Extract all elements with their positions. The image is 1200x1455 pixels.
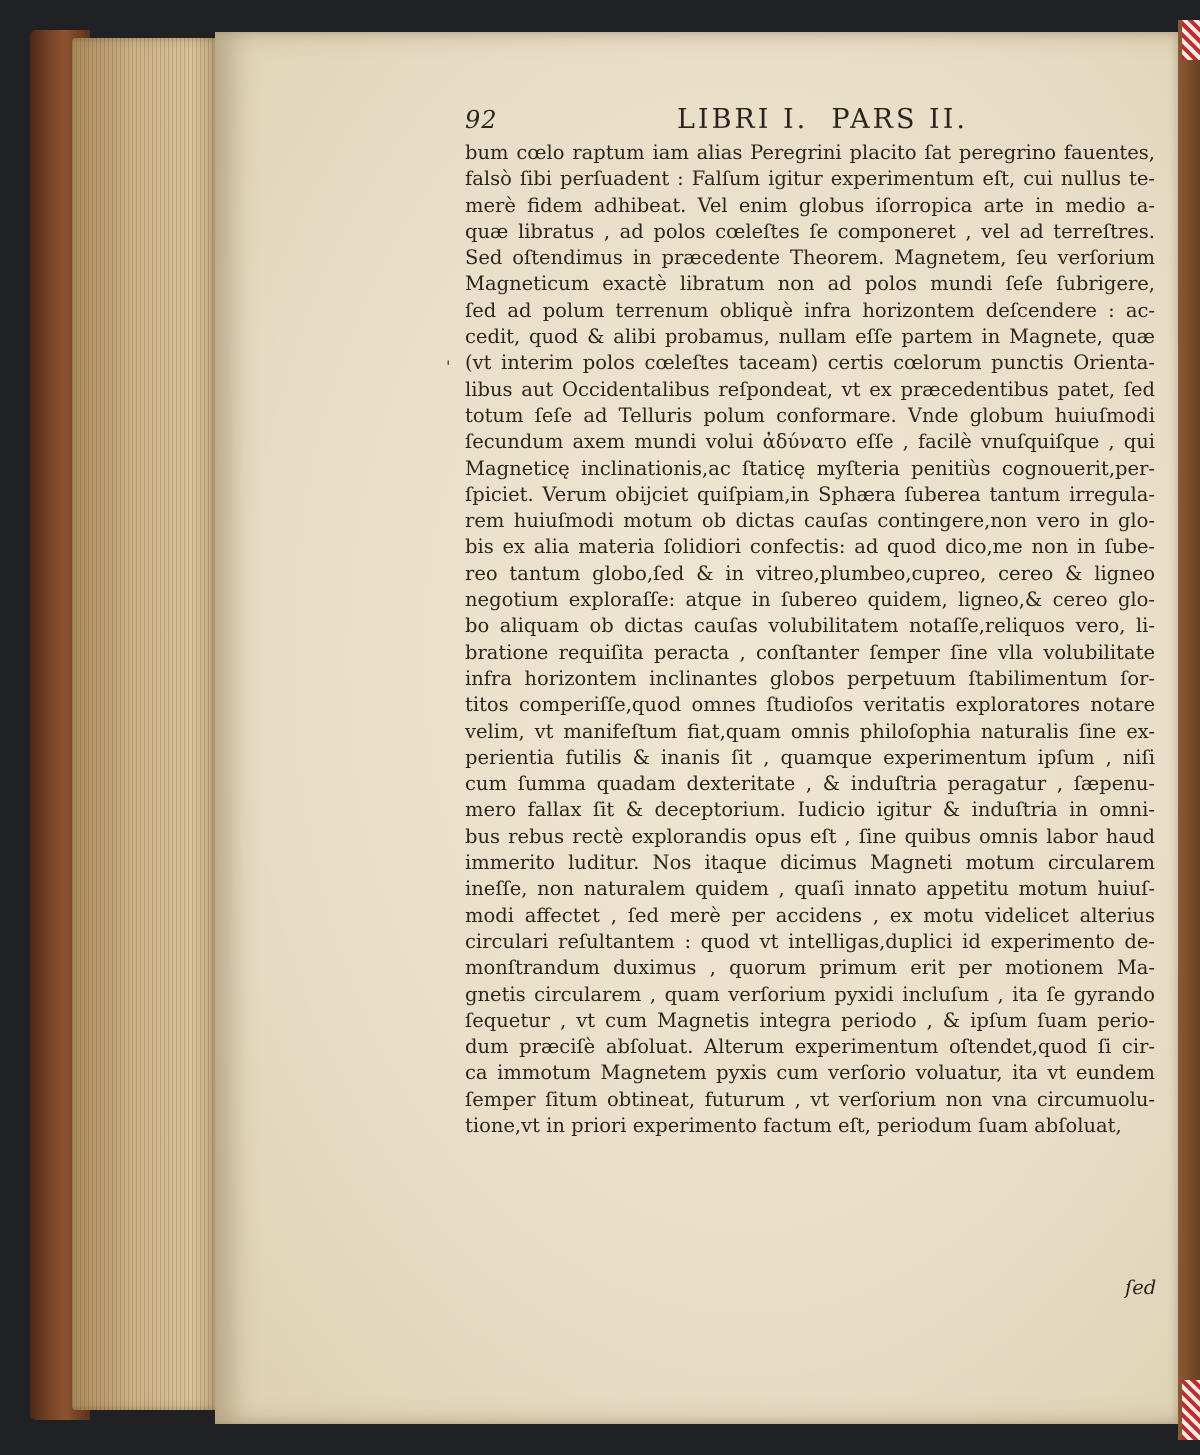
text-line: negotium exploraſſe: atque in ſubereo quidem, ligneo,& cereo glo-	[465, 588, 1155, 612]
text-line: (vt interim polos cœleſtes taceam) certis cœlorum punctis Orienta-	[465, 351, 1155, 375]
text-line: ſemper ſitum obtineat, futurum , vt verſorium non vna circumuolu-	[465, 1087, 1155, 1111]
text-line: cum ſumma quadam dexteritate , & induſtria peragatur , ſæpenu-	[465, 772, 1155, 796]
text-line: modi affectet , ſed merè per accidens , ex motu videlicet alterius	[465, 903, 1155, 927]
text-line: Magneticum exactè libratum non ad polos mundi ſeſe ſubrigere,	[465, 272, 1155, 296]
text-line: merè fidem adhibeat. Vel enim globus iſorropica arte in medio a-	[465, 193, 1155, 217]
text-line: bus rebus rectè explorandis opus eſt , ſine quibus omnis labor haud	[465, 824, 1155, 848]
running-title: LIBRI I. PARS II.	[677, 104, 968, 135]
text-line: velim, vt manifeſtum fiat,quam omnis philoſophia naturalis ſine ex-	[465, 719, 1155, 743]
page-edges	[72, 38, 222, 1410]
text-line: circulari reſultantem : quod vt intelligas,duplici id experimento de-	[465, 929, 1155, 953]
right-binding	[1178, 20, 1200, 1440]
text-line: cedit, quod & alibi probamus, nullam eſſe partem in Magnete, quæ	[465, 325, 1155, 349]
text-line: Magneticę inclinationis,ac ſtaticę myſteria penitiùs cognouerit,per-	[465, 456, 1155, 480]
text-line: perientia futilis & inanis ſit , quamque experimentum ipſum , niſi	[465, 745, 1155, 769]
text-line: falsò ſibi perſuadent : Falſum igitur experimentum eſt, cui nullus te-	[465, 167, 1155, 191]
text-line: tione,vt in priori experimento factum eſt, periodum ſuam abſoluat,	[465, 1113, 1122, 1137]
margin-mark: '	[446, 357, 451, 376]
running-head	[465, 102, 985, 142]
text-line: bratione requiſita peracta , conſtanter ſemper ſine vlla volubilitate	[465, 640, 1155, 664]
text-line: titos comperiſſe,quod omnes ſtudioſos veritatis exploratores notare	[465, 693, 1155, 717]
text-line: infra horizontem inclinantes globos perpetuum ſtabilimentum ſor-	[465, 666, 1155, 690]
text-line: immerito luditur. Nos itaque dicimus Magneti motum circularem	[465, 851, 1155, 875]
text-line: monſtrandum duximus , quorum primum erit per motionem Ma-	[465, 956, 1155, 980]
text-line: bo aliquam ob dictas cauſas volubilitatem notaſſe,reliquos vero, li-	[465, 614, 1155, 638]
text-line: ineſſe, non naturalem quidem , quaſi innato appetitu motum huiuſ-	[465, 877, 1155, 901]
binding-cord-bottom	[1182, 1380, 1200, 1440]
text-line: gnetis circularem , quam verſorium pyxidi incluſum , ita ſe gyrando	[465, 982, 1155, 1006]
text-line: Sed oſtendimus in præcedente Theorem. Magnetem, ſeu verſorium	[465, 246, 1155, 270]
text-line: bum cœlo raptum iam alias Peregrini placito ſat peregrino fauentes,	[465, 141, 1155, 164]
text-line: quæ libratus , ad polos cœleſtes ſe componeret , vel ad terreſtres.	[465, 219, 1155, 243]
text-line: ca immotum Magnetem pyxis cum verſorio voluatur, ita vt eundem	[465, 1061, 1155, 1085]
text-line: dum præciſè abſoluat. Alterum experimentum oſtendet,quod ſi cir-	[465, 1035, 1155, 1059]
text-line: rem huiuſmodi motum ob dictas cauſas contingere,non vero in glo-	[465, 509, 1155, 533]
catchword: ſed	[1125, 1276, 1157, 1299]
text-line: bis ex alia materia ſolidiori confectis: ad quod dico,me non in ſube-	[465, 535, 1155, 559]
text-line: libus aut Occidentalibus reſpondeat, vt ex præcedentibus patet, ſed	[465, 377, 1155, 401]
text-line: totum ſeſe ad Telluris polum conformare. Vnde globum huiuſmodi	[465, 403, 1155, 427]
text-line: ſequetur , vt cum Magnetis integra periodo , & ipſum ſuam perio-	[465, 1008, 1155, 1032]
binding-cord-top	[1182, 20, 1200, 60]
page-number: 92	[465, 106, 498, 134]
text-line: mero fallax ſit & deceptorium. Iudicio igitur & induſtria in omni-	[465, 798, 1155, 822]
text-line: ſed ad polum terrenum obliquè infra horizontem deſcendere : ac-	[465, 298, 1155, 322]
body-text	[465, 140, 1155, 1139]
text-line: ſpiciet. Verum obijciet quiſpiam,in Sphæra ſuberea tantum irregula-	[465, 482, 1155, 506]
text-line: reo tantum globo,ſed & in vitreo,plumbeo,cupreo, cereo & ligneo	[465, 561, 1155, 585]
text-line: ſecundum axem mundi volui ἀδύνατο eſſe , facilè vnuſquiſque , qui	[465, 430, 1155, 454]
